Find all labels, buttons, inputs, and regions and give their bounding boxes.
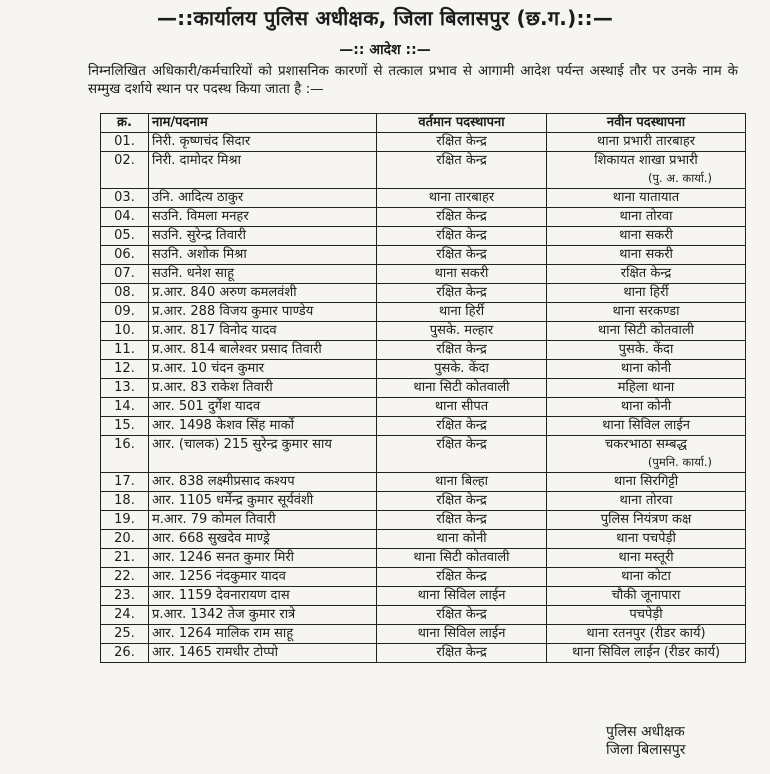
- row-name: [149, 284, 377, 303]
- table-row: [101, 530, 746, 549]
- row-name: [149, 417, 377, 436]
- row-name: [149, 644, 377, 663]
- row-current-posting-text: थाना सिटी कोतवाली: [413, 550, 510, 565]
- row-new-posting-text: थाना सकरी: [619, 228, 673, 243]
- row-new-posting: [547, 644, 746, 663]
- row-name-text: आर. (चालक) 215 सुरेन्द्र कुमार साय: [152, 437, 332, 452]
- row-name: [149, 568, 377, 587]
- row-name-text: आर. 668 सुखदेव माण्ड्रे: [152, 531, 270, 546]
- row-posting-note: (पुमनि. कार्या.): [647, 455, 712, 469]
- row-new-posting-text: पचपेड़ी: [629, 607, 663, 622]
- row-name: [149, 436, 377, 473]
- row-current-posting: [377, 436, 547, 473]
- row-name: [149, 398, 377, 417]
- row-serial-text: 05.: [114, 228, 135, 243]
- row-name-text: आर. 838 लक्ष्मीप्रसाद कश्यप: [152, 474, 295, 489]
- row-current-posting-text: पुसके. मल्हार: [429, 323, 494, 338]
- row-new-posting-text: थाना यातायात: [612, 190, 680, 205]
- order-heading: —:: आदेश ::—: [339, 42, 431, 58]
- row-new-posting: [547, 568, 746, 587]
- col-header-sn: क्र.: [101, 114, 149, 133]
- row-name: [149, 133, 377, 152]
- row-current-posting-text: रक्षित केन्द्र: [436, 493, 487, 508]
- row-name: [149, 511, 377, 530]
- row-serial-text: 10.: [114, 323, 135, 338]
- row-current-posting-text: रक्षित केन्द्र: [436, 512, 487, 527]
- row-name: [149, 360, 377, 379]
- row-new-posting: [547, 587, 746, 606]
- table-row: [101, 398, 746, 417]
- row-serial-text: 18.: [114, 493, 135, 508]
- row-new-posting-text: थाना प्रभारी तारबाहर: [596, 134, 696, 149]
- row-name-text: सउनि. सुरेन्द्र तिवारी: [152, 228, 246, 243]
- row-current-posting: [377, 417, 547, 436]
- table-row: [101, 379, 746, 398]
- row-current-posting: [377, 227, 547, 246]
- office-title: —::कार्यालय पुलिस अधीक्षक, जिला बिलासपुर (छ.ग.)::—: [156, 6, 614, 30]
- row-new-posting: [547, 625, 746, 644]
- row-name-text: उनि. आदित्य ठाकुर: [152, 190, 244, 205]
- row-new-posting: [547, 379, 746, 398]
- row-current-posting-text: थाना सिविल लाईन: [417, 626, 506, 641]
- row-current-posting-text: थाना तारबाहर: [428, 190, 495, 205]
- row-current-posting: [377, 246, 547, 265]
- row-serial-text: 21.: [114, 550, 135, 565]
- row-new-posting: [547, 549, 746, 568]
- table-row: [101, 587, 746, 606]
- row-name-text: प्र.आर. 10 चंदन कुमार: [152, 361, 265, 376]
- row-name-text: प्र.आर. 1342 तेज कुमार रात्रे: [152, 607, 296, 622]
- row-serial: [101, 606, 149, 625]
- row-new-posting: [547, 265, 746, 284]
- table-row: [101, 341, 746, 360]
- row-serial-text: 01.: [114, 134, 135, 149]
- row-serial-text: 13.: [114, 380, 135, 395]
- row-current-posting-text: थाना सीपत: [434, 399, 489, 414]
- row-new-posting-text: थाना तोरवा: [619, 493, 673, 508]
- row-name: [149, 341, 377, 360]
- row-serial-text: 14.: [114, 399, 135, 414]
- row-new-posting-text: थाना पचपेड़ी: [616, 531, 676, 546]
- row-name-text: म.आर. 79 कोमल तिवारी: [152, 512, 276, 527]
- row-serial-text: 24.: [114, 607, 135, 622]
- table-header-row: [101, 114, 746, 133]
- row-current-posting: [377, 568, 547, 587]
- row-current-posting-text: थाना सिटी कोतवाली: [413, 380, 510, 395]
- row-name-text: सउनि. विमला मनहर: [152, 209, 249, 224]
- signature-designation: पुलिस अधीक्षक: [606, 724, 685, 740]
- row-new-posting: [547, 606, 746, 625]
- row-new-posting-text: रक्षित केन्द्र: [620, 266, 672, 281]
- row-current-posting: [377, 341, 547, 360]
- row-current-posting-text: रक्षित केन्द्र: [436, 153, 487, 168]
- row-name: [149, 379, 377, 398]
- row-name: [149, 587, 377, 606]
- table-row: [101, 606, 746, 625]
- row-serial-text: 12.: [114, 361, 135, 376]
- row-serial-text: 02.: [114, 153, 135, 168]
- col-header-name: नाम/पदनाम: [149, 114, 377, 133]
- row-name: [149, 549, 377, 568]
- table-row: [101, 322, 746, 341]
- row-serial-text: 15.: [114, 418, 135, 433]
- row-new-posting-text: थाना रतनपुर (रीडर कार्य): [586, 626, 706, 641]
- row-current-posting: [377, 265, 547, 284]
- row-serial: [101, 644, 149, 663]
- row-serial: [101, 360, 149, 379]
- table-row: [101, 644, 746, 663]
- row-serial-text: 23.: [114, 588, 135, 603]
- row-serial: [101, 473, 149, 492]
- row-new-posting-text: थाना मस्तूरी: [618, 550, 674, 565]
- signature-block: [606, 723, 685, 759]
- row-name-text: आर. 1105 धर्मेन्द्र कुमार सूर्यवंशी: [152, 493, 314, 508]
- row-name: [149, 303, 377, 322]
- row-current-posting: [377, 473, 547, 492]
- row-current-posting: [377, 152, 547, 189]
- row-serial: [101, 417, 149, 436]
- table-row: [101, 284, 746, 303]
- table-row: [101, 208, 746, 227]
- row-name: [149, 152, 377, 189]
- row-name: [149, 492, 377, 511]
- row-current-posting: [377, 587, 547, 606]
- row-name-text: प्र.आर. 817 विनोद यादव: [152, 323, 277, 338]
- row-new-posting: [547, 360, 746, 379]
- table-row: [101, 189, 746, 208]
- table-row: [101, 303, 746, 322]
- row-current-posting: [377, 208, 547, 227]
- table-row: [101, 625, 746, 644]
- table-row: [101, 152, 746, 189]
- row-name: [149, 322, 377, 341]
- row-new-posting: [547, 133, 746, 152]
- table-row: [101, 265, 746, 284]
- row-serial: [101, 246, 149, 265]
- row-current-posting-text: रक्षित केन्द्र: [436, 607, 487, 622]
- row-serial-text: 22.: [114, 569, 135, 584]
- row-current-posting-text: रक्षित केन्द्र: [436, 418, 487, 433]
- row-serial-text: 07.: [114, 266, 135, 281]
- row-current-posting: [377, 511, 547, 530]
- row-current-posting-text: थाना सिविल लाईन: [417, 588, 506, 603]
- row-serial: [101, 398, 149, 417]
- row-name: [149, 227, 377, 246]
- row-new-posting: [547, 208, 746, 227]
- row-posting-note: (पु. अ. कार्या.): [647, 171, 712, 185]
- row-name: [149, 606, 377, 625]
- row-new-posting: [547, 511, 746, 530]
- row-name-text: प्र.आर. 288 विजय कुमार पाण्डेय: [152, 304, 314, 319]
- row-new-posting-text: थाना सिविल लाईन: [602, 418, 690, 433]
- row-name-text: निरी. कृष्णचंद सिदार: [152, 134, 251, 149]
- row-name: [149, 189, 377, 208]
- row-serial: [101, 208, 149, 227]
- row-serial-text: 25.: [114, 626, 135, 641]
- table-row: [101, 436, 746, 473]
- row-current-posting: [377, 606, 547, 625]
- row-new-posting: [547, 398, 746, 417]
- row-new-posting-text: थाना सिटी कोतवाली: [597, 323, 695, 338]
- row-new-posting-text: पुलिस नियंत्रण कक्ष: [600, 512, 692, 527]
- row-name-text: प्र.आर. 83 राकेश तिवारी: [152, 380, 273, 395]
- row-serial-text: 16.: [114, 437, 135, 452]
- row-current-posting: [377, 398, 547, 417]
- row-new-posting-text: महिला थाना: [617, 380, 675, 395]
- row-current-posting: [377, 133, 547, 152]
- row-serial-text: 26.: [114, 645, 135, 660]
- row-serial: [101, 322, 149, 341]
- row-new-posting: [547, 436, 746, 473]
- row-current-posting-text: रक्षित केन्द्र: [436, 645, 487, 660]
- row-new-posting: [547, 152, 746, 189]
- row-current-posting-text: पुसके. केंदा: [434, 361, 489, 376]
- row-current-posting-text: थाना बिल्हा: [434, 474, 489, 489]
- table-row: [101, 360, 746, 379]
- row-current-posting-text: रक्षित केन्द्र: [436, 437, 487, 452]
- row-name-text: आर. 1159 देवनारायण दास: [152, 588, 290, 603]
- row-new-posting: [547, 322, 746, 341]
- row-serial: [101, 227, 149, 246]
- row-new-posting-text: शिकायत शाखा प्रभारी: [594, 153, 698, 168]
- row-current-posting-text: रक्षित केन्द्र: [436, 228, 487, 243]
- row-new-posting: [547, 417, 746, 436]
- table-row: [101, 511, 746, 530]
- row-current-posting-text: रक्षित केन्द्र: [436, 342, 487, 357]
- row-serial: [101, 492, 149, 511]
- row-serial: [101, 587, 149, 606]
- row-serial-text: 20.: [114, 531, 135, 546]
- row-current-posting-text: रक्षित केन्द्र: [436, 134, 487, 149]
- row-serial: [101, 625, 149, 644]
- row-name: [149, 473, 377, 492]
- row-current-posting: [377, 303, 547, 322]
- row-serial-text: 09.: [114, 304, 135, 319]
- row-name-text: सउनि. अशोक मिश्रा: [152, 247, 247, 262]
- row-new-posting: [547, 473, 746, 492]
- row-serial: [101, 303, 149, 322]
- row-current-posting-text: रक्षित केन्द्र: [436, 209, 487, 224]
- row-name-text: प्र.आर. 814 बालेश्वर प्रसाद तिवारी: [152, 342, 322, 357]
- row-current-posting: [377, 360, 547, 379]
- row-new-posting-text: थाना कोनी: [620, 399, 672, 414]
- row-name-text: आर. 1498 केशव सिंह मार्को: [152, 418, 294, 433]
- row-new-posting: [547, 189, 746, 208]
- row-name-text: आर. 1465 रामधीर टोप्पो: [152, 645, 279, 660]
- row-name: [149, 265, 377, 284]
- row-current-posting: [377, 644, 547, 663]
- row-new-posting-text: थाना सकरी: [619, 247, 673, 262]
- row-current-posting: [377, 530, 547, 549]
- row-name-text: प्र.आर. 840 अरुण कमलवंशी: [152, 285, 297, 300]
- row-current-posting-text: थाना कोनी: [436, 531, 487, 546]
- row-current-posting-text: रक्षित केन्द्र: [436, 569, 487, 584]
- row-name: [149, 625, 377, 644]
- row-new-posting: [547, 227, 746, 246]
- row-serial-text: 04.: [114, 209, 135, 224]
- order-intro: निम्नलिखित अधिकारी/कर्मचारियों को प्रशासनिक कारणों से तत्काल प्रभाव से आगामी आदेश पर्यन्त अस्थाई तौर पर उनके नाम के सम्मुख दर्शाये स्थान पर पदस्थ किया जाता है :—: [88, 63, 738, 97]
- row-new-posting: [547, 246, 746, 265]
- row-new-posting: [547, 303, 746, 322]
- table-row: [101, 568, 746, 587]
- row-serial: [101, 341, 149, 360]
- row-current-posting: [377, 322, 547, 341]
- row-serial-text: 17.: [114, 474, 135, 489]
- row-serial-text: 11.: [114, 342, 135, 357]
- row-new-posting-text: थाना कोनी: [620, 361, 672, 376]
- row-current-posting: [377, 284, 547, 303]
- row-new-posting: [547, 530, 746, 549]
- row-serial-text: 19.: [114, 512, 135, 527]
- row-serial: [101, 530, 149, 549]
- row-name: [149, 208, 377, 227]
- table-row: [101, 246, 746, 265]
- row-current-posting-text: रक्षित केन्द्र: [436, 247, 487, 262]
- row-current-posting-text: थाना हिर्री: [438, 304, 485, 319]
- row-current-posting-text: रक्षित केन्द्र: [436, 285, 487, 300]
- row-current-posting: [377, 189, 547, 208]
- row-current-posting: [377, 379, 547, 398]
- row-current-posting: [377, 625, 547, 644]
- row-serial: [101, 379, 149, 398]
- row-serial: [101, 265, 149, 284]
- row-name: [149, 246, 377, 265]
- row-name-text: निरी. दामोदर मिश्रा: [152, 153, 242, 168]
- row-new-posting-text: पुसके. केंदा: [618, 342, 674, 357]
- table-row: [101, 492, 746, 511]
- table-row: [101, 417, 746, 436]
- table-body: [101, 133, 746, 663]
- col-header-new-posting: नवीन पदस्थापना: [547, 114, 746, 133]
- row-new-posting-text: थाना हिर्री: [623, 285, 669, 300]
- row-new-posting-text: थाना सिरगिट्टी: [613, 474, 679, 489]
- row-name-text: आर. 1246 सनत कुमार मिरी: [152, 550, 295, 565]
- row-name-text: आर. 1264 मालिक राम साहू: [152, 626, 294, 641]
- row-new-posting-text: थाना कोटा: [621, 569, 671, 584]
- row-current-posting: [377, 492, 547, 511]
- row-name-text: आर. 501 दुर्गेश यादव: [152, 399, 261, 414]
- row-serial: [101, 511, 149, 530]
- row-serial: [101, 549, 149, 568]
- row-serial: [101, 133, 149, 152]
- row-new-posting-text: थाना तोरवा: [619, 209, 673, 224]
- row-new-posting-text: चकरभाठा सम्बद्ध: [605, 437, 687, 452]
- row-new-posting: [547, 492, 746, 511]
- row-name-text: आर. 1256 नंदकुमार यादव: [152, 569, 286, 584]
- row-serial-text: 06.: [114, 247, 135, 262]
- table-row: [101, 549, 746, 568]
- row-serial: [101, 189, 149, 208]
- row-new-posting: [547, 284, 746, 303]
- row-new-posting: [547, 341, 746, 360]
- row-new-posting-text: थाना सिविल लाईन (रीडर कार्य): [571, 645, 721, 660]
- table-row: [101, 473, 746, 492]
- row-name-text: सउनि. धनेश साहू: [152, 266, 234, 281]
- col-header-current-posting: वर्तमान पदस्थापना: [377, 114, 547, 133]
- row-serial: [101, 152, 149, 189]
- row-serial-text: 08.: [114, 285, 135, 300]
- row-serial-text: 03.: [114, 190, 135, 205]
- row-serial: [101, 568, 149, 587]
- transfer-table: [100, 113, 746, 663]
- table-row: [101, 227, 746, 246]
- row-current-posting: [377, 549, 547, 568]
- row-new-posting-text: थाना सरकण्डा: [612, 304, 680, 319]
- row-new-posting-text: चौकी जूनापारा: [611, 588, 681, 603]
- signature-district: जिला बिलासपुर: [606, 742, 686, 758]
- row-serial: [101, 436, 149, 473]
- row-name: [149, 530, 377, 549]
- table-row: [101, 133, 746, 152]
- row-serial: [101, 284, 149, 303]
- row-current-posting-text: थाना सकरी: [434, 266, 489, 281]
